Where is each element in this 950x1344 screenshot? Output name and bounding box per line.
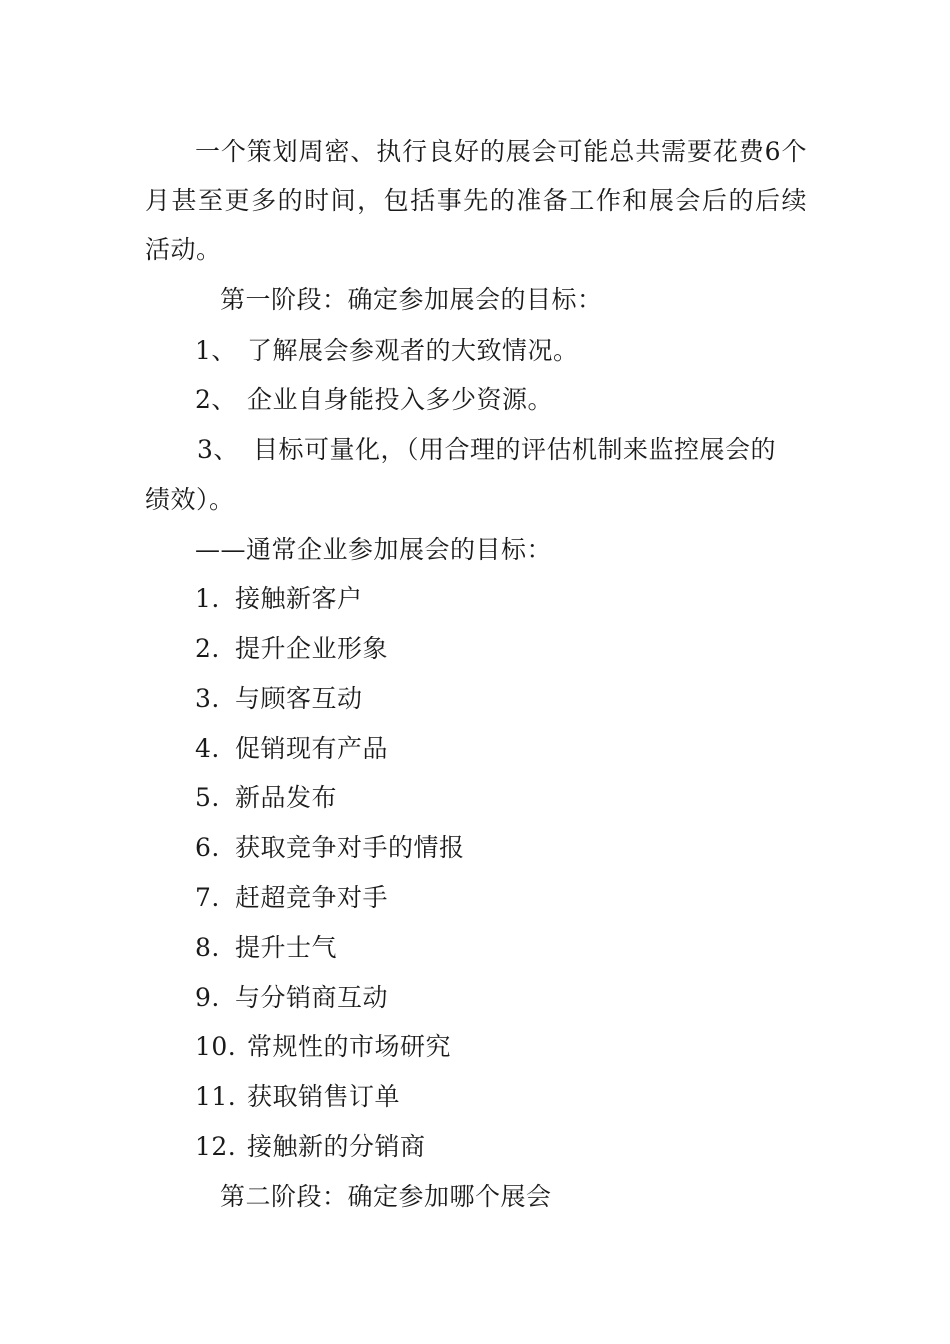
goal-item-9 <box>195 982 388 1014</box>
goal-number: 8. <box>195 933 220 962</box>
stage1-item-number: 3、 <box>197 435 239 464</box>
goal-text: 常规性的市场研究 <box>247 1032 452 1061</box>
stage1-heading: 第一阶段：确定参加展会的目标： <box>220 285 603 314</box>
stage1-item-1 <box>195 335 579 367</box>
goal-number: 2. <box>195 634 220 663</box>
goal-text: 促销现有产品 <box>235 734 389 763</box>
goal-text: 接触新的分销商 <box>247 1132 426 1161</box>
goals-heading: ——通常企业参加展会的目标： <box>195 535 553 564</box>
goal-item-11 <box>195 1081 400 1113</box>
goal-text: 新品发布 <box>235 783 338 812</box>
stage1-item-3 <box>197 434 807 466</box>
goal-item-10 <box>195 1031 451 1063</box>
goal-item-8 <box>195 932 337 964</box>
stage1-item-number: 2、 <box>195 385 237 414</box>
goal-item-3 <box>195 683 363 715</box>
goal-item-7 <box>195 882 388 914</box>
goal-item-4 <box>195 733 388 765</box>
goal-number: 6. <box>195 833 220 862</box>
goal-text: 提升士气 <box>235 933 338 962</box>
goal-text: 赶超竞争对手 <box>235 883 389 912</box>
intro-line-3: 活动。 <box>145 235 222 264</box>
goal-text: 与分销商互动 <box>235 983 389 1012</box>
goal-item-2 <box>195 633 388 665</box>
stage1-item-2 <box>195 384 553 416</box>
stage2-heading: 第二阶段：确定参加哪个展会 <box>220 1182 552 1211</box>
goal-item-5 <box>195 782 337 814</box>
goal-item-6 <box>195 832 465 864</box>
stage1-item-3-continuation: 绩效）。 <box>145 485 235 514</box>
stage1-item-text: 目标可量化，（用合理的评估机制来监控展会的 <box>253 435 777 464</box>
goal-number: 9. <box>195 983 220 1012</box>
goal-number: 10. <box>195 1032 237 1061</box>
goal-text: 提升企业形象 <box>235 634 389 663</box>
goal-number: 7. <box>195 883 220 912</box>
goal-number: 12. <box>195 1132 237 1161</box>
goal-item-12 <box>195 1131 426 1163</box>
goal-text: 获取销售订单 <box>247 1082 401 1111</box>
stage1-item-text: 企业自身能投入多少资源。 <box>247 385 554 414</box>
stage1-item-number: 1、 <box>195 336 237 365</box>
goal-item-1 <box>195 583 363 615</box>
stage1-item-text: 了解展会参观者的大致情况。 <box>247 336 579 365</box>
intro-line-2: 月甚至更多的时间，包括事先的准备工作和展会后的后续 <box>145 186 807 215</box>
goal-number: 5. <box>195 783 220 812</box>
goal-number: 3. <box>195 684 220 713</box>
goal-number: 1. <box>195 584 220 613</box>
goal-number: 11. <box>195 1082 237 1111</box>
goal-text: 与顾客互动 <box>235 684 363 713</box>
goal-text: 获取竞争对手的情报 <box>235 833 465 862</box>
intro-line-1: 一个策划周密、执行良好的展会可能总共需要花费6个 <box>195 137 807 166</box>
goal-number: 4. <box>195 734 220 763</box>
goal-text: 接触新客户 <box>235 584 363 613</box>
